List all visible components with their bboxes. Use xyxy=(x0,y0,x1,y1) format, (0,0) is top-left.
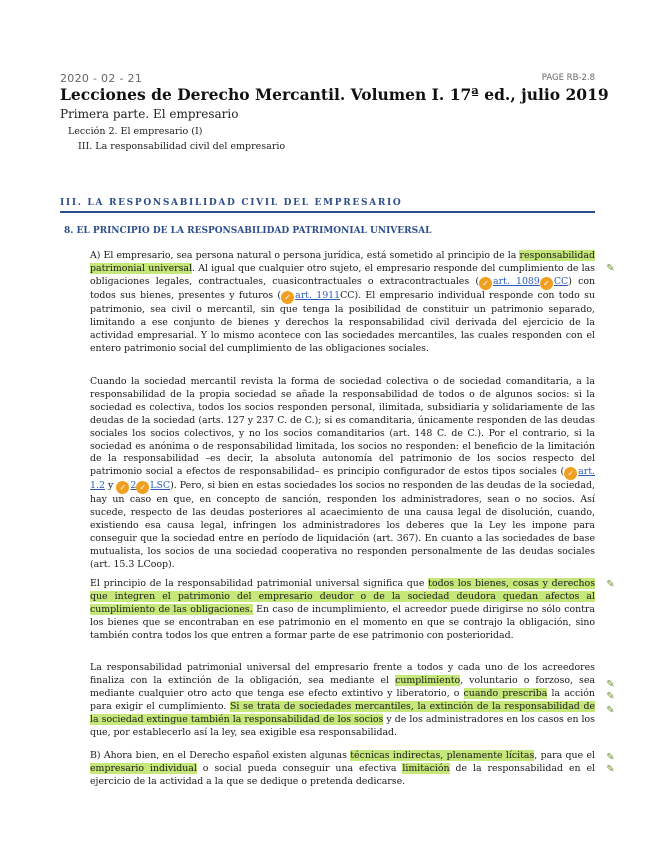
highlight[interactable]: Si se trata de sociedades mercantiles, la extinción de la responsabilidad de la sociedad extingue también la responsabilidad de los socios xyxy=(90,700,595,725)
text: de la responsabilidad en el ejercicio de la actividad a la que se dedique o pretenda dedicarse. xyxy=(90,762,595,787)
link-cc[interactable]: CC xyxy=(553,275,569,287)
text: la acción para exigir el cumplimiento. xyxy=(90,687,595,712)
section-heading: III. LA RESPONSABILIDAD CIVIL DEL EMPRESARIO xyxy=(60,198,595,213)
text: CC). El empresario individual responde con todo su patrimonio, sea civil o mercantil, sin que tenga la posibilidad de constituir un patrimonio separado, limitando a ese conjunto de bienes y derechos la responsabilidad civil derivada del ejercicio de la actividad empresarial. Y lo mismo acontece con las sociedades mercantiles, las cuales responden con el entero patrimonio social del cumplimiento de las obligaciones sociales. xyxy=(90,289,595,354)
highlight[interactable]: todos los bienes, cosas y derechos que integren el patrimonio del empresario deudor o de la sociedad deudora quedan afectos al cumplimiento de las obligaciones. xyxy=(90,578,596,615)
reference-badge-icon[interactable]: ✓ xyxy=(281,291,294,304)
note-pin-icon[interactable]: ✎ xyxy=(606,691,615,702)
paragraph-1 xyxy=(90,250,595,355)
link-lsc[interactable]: LSC xyxy=(150,480,171,492)
note-pin-icon[interactable]: ✎ xyxy=(606,263,615,274)
text: B) Ahora bien, en el Derecho español existen algunas xyxy=(90,750,351,761)
text: . Al igual que cualquier otro sujeto, el empresario responde del cumplimiento de las obligaciones legales, contractuales, cuasicontractuales o extracontractuales ( xyxy=(90,262,595,287)
text: El principio de la responsabilidad patrimonial universal significa que xyxy=(90,578,429,589)
highlight[interactable]: cuando prescriba xyxy=(463,687,548,699)
link-art-1-2[interactable]: art. 1.2 xyxy=(90,466,595,492)
reference-badge-icon[interactable]: ✓ xyxy=(564,467,577,480)
highlight[interactable]: responsabilidad patrimonial universal xyxy=(90,250,595,274)
breadcrumb-section[interactable]: III. La responsabilidad civil del empresario xyxy=(78,141,286,152)
note-pin-icon[interactable]: ✎ xyxy=(606,705,615,716)
text: y xyxy=(104,480,117,492)
reference-badge-icon[interactable]: ✓ xyxy=(540,277,553,290)
highlight[interactable]: cumplimiento xyxy=(395,674,461,686)
paragraph-2 xyxy=(90,376,595,572)
reference-badge-icon[interactable]: ✓ xyxy=(479,277,492,290)
link-art-1089[interactable]: art. 1089 xyxy=(493,275,540,287)
text: En caso de incumplimiento, el acreedor puede dirigirse no sólo contra los bienes que se encontraban en ese patrimonio en el momento en que se contrajo la obligación, sino también contra todos los que entren a formar parte de ese patrimonio con posterioridad. xyxy=(90,603,595,641)
text: ) con todos sus bienes, presentes y futuros ( xyxy=(90,275,595,301)
paragraph-5 xyxy=(90,750,595,789)
link-art-1911[interactable]: art. 1911 xyxy=(295,289,341,301)
part-title: Primera parte. El empresario xyxy=(60,107,239,121)
text: ). Pero, si bien en estas sociedades los socios no responden de las deudas de la sociedad, hay un caso en que, en concepto de sanción, responden los administradores, sean o no socios. Así sucede, respecto de las deudas posteriores al acaecimiento de una causa legal de disolución, cuando, existiendo esa causa legal, infringen los administradores los deberes que la Ley les impone para conseguir que la sociedad entre en período de liquidación (art. 367). En cuanto a las sociedades de base mutualista, los socios de una sociedad cooperativa no responden personalmente de las deudas sociales (art. 15.3 LCoop). xyxy=(90,480,595,570)
document-title: Lecciones de Derecho Mercantil. Volumen I. 17ª ed., julio 2019 xyxy=(60,85,609,104)
text: , para que el xyxy=(534,750,595,761)
note-pin-icon[interactable]: ✎ xyxy=(606,764,615,775)
date-stamp: 2020 - 02 - 21 xyxy=(60,72,143,85)
page-label: PAGE RB-2.8 xyxy=(541,73,595,83)
text: o social pueda conseguir una efectiva xyxy=(196,762,403,774)
highlight[interactable]: limitación xyxy=(402,762,450,774)
subsection-heading: 8. EL PRINCIPIO DE LA RESPONSABILIDAD PATRIMONIAL UNIVERSAL xyxy=(64,226,432,236)
reference-badge-icon[interactable]: ✓ xyxy=(116,481,129,494)
note-pin-icon[interactable]: ✎ xyxy=(606,752,615,763)
highlight[interactable]: empresario individual xyxy=(90,762,197,774)
link-2[interactable]: 2 xyxy=(130,480,137,492)
breadcrumb-lesson[interactable]: Lección 2. El empresario (I) xyxy=(68,126,203,137)
highlight[interactable]: técnicas indirectas, plenamente lícitas xyxy=(350,750,535,761)
text: Cuando la sociedad mercantil revista la forma de sociedad colectiva o de sociedad comanditaria, a la responsabilidad de la propia sociedad se añade la responsabilidad de todos o de algunos socios: si la sociedad es colectiva, todos los socios responden personal, ilimitada, subsidiaria y solidariamente de las deudas de la sociedad (arts. 127 y 237 C. de C.); si es comanditaria, únicamente responden de las deudas sociales los socios colectivos, y no los socios comanditarios (art. 148 C. de C.). Por el contrario, si la sociedad es anónima o de responsabilidad limitada, los socios no responden: el beneficio de la limitación de la responsabilidad –es decir, la absoluta autonomía del patrimonio de los socios respecto del patrimonio social a efectos de responsabilidad– es principio configurador de estos tipos sociales ( xyxy=(90,376,595,478)
text: , voluntario o forzoso, sea mediante cualquier otro acto que tenga ese efecto extintivo y liberatorio, o xyxy=(90,674,595,699)
paragraph-3 xyxy=(90,578,595,643)
note-pin-icon[interactable]: ✎ xyxy=(606,579,615,590)
reference-badge-icon[interactable]: ✓ xyxy=(136,481,149,494)
text: La responsabilidad patrimonial universal del empresario frente a todos y cada uno de los acreedores finaliza con la extinción de la obligación, sea mediante el xyxy=(90,662,595,686)
note-pin-icon[interactable]: ✎ xyxy=(606,679,615,690)
paragraph-4 xyxy=(90,662,595,739)
text: A) El empresario, sea persona natural o persona jurídica, está sometido al principio de la xyxy=(90,250,520,261)
text: y de los administradores en los casos en los que, por establecerlo así la ley, sea exigible esa responsabilidad. xyxy=(90,713,595,738)
